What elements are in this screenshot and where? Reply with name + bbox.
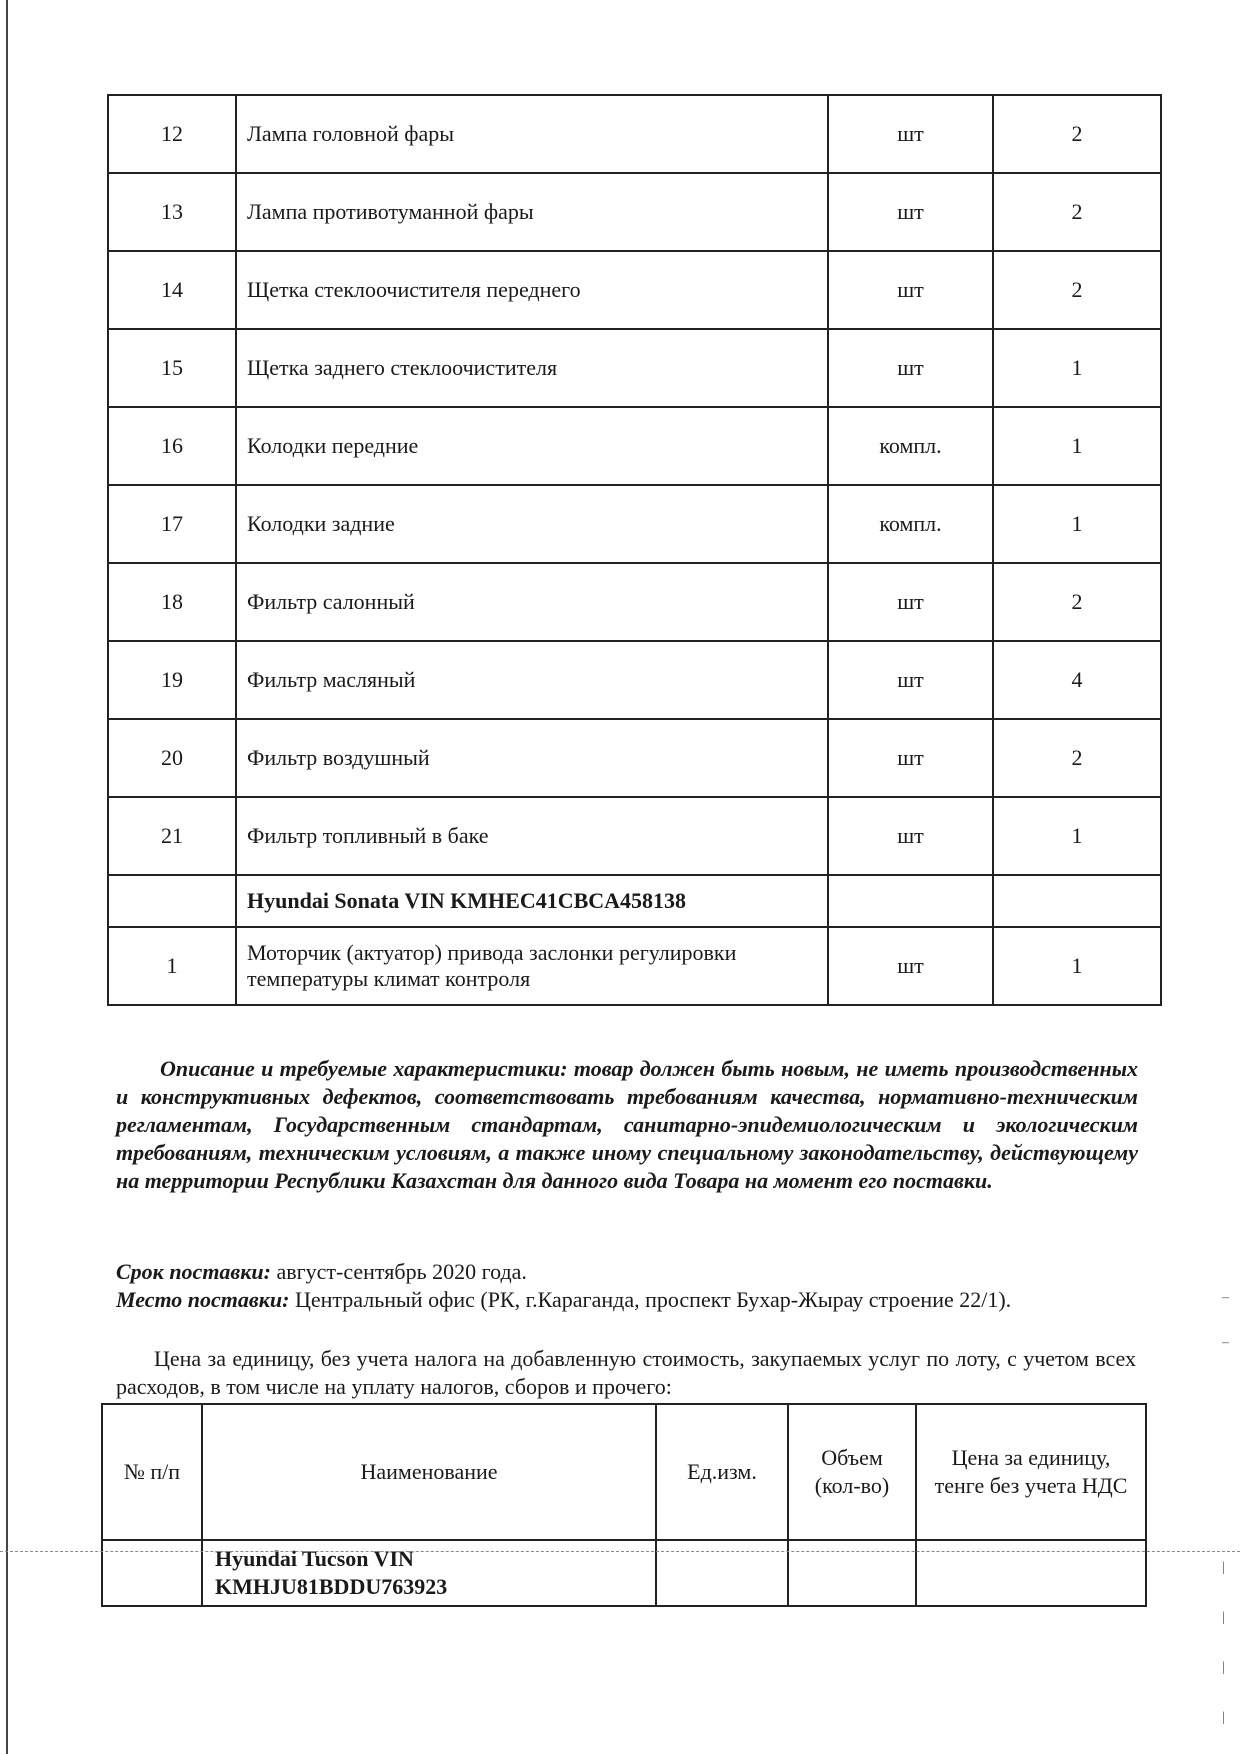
header-price: Цена за единицу, тенге без учета НДС <box>916 1404 1146 1540</box>
item-number: 13 <box>108 173 236 251</box>
item-unit: шт <box>828 641 993 719</box>
row-price <box>916 1540 1146 1606</box>
header-name: Наименование <box>202 1404 656 1540</box>
delivery-terms <box>116 1258 1146 1314</box>
price-table <box>101 1403 1147 1607</box>
price-intro-paragraph: Цена за единицу, без учета налога на добавленную стоимость, закупаемых услуг по лоту, с учетом всех расходов, в том числе на уплату налогов, сборов и прочего: <box>116 1346 1136 1399</box>
item-qty: 1 <box>993 927 1161 1005</box>
item-unit: шт <box>828 95 993 173</box>
item-qty: 4 <box>993 641 1161 719</box>
item-name: Щетка стеклоочистителя переднего <box>236 251 828 329</box>
table-row <box>108 407 1161 485</box>
table-row <box>108 797 1161 875</box>
item-qty: 1 <box>993 797 1161 875</box>
table-row <box>108 251 1161 329</box>
item-name: Фильтр салонный <box>236 563 828 641</box>
scan-edge <box>6 0 8 1754</box>
table-row <box>108 563 1161 641</box>
price-table-header <box>102 1404 1146 1540</box>
item-qty: 2 <box>993 173 1161 251</box>
table-row <box>108 927 1161 1005</box>
item-number: 1 <box>108 927 236 1005</box>
item-number: 12 <box>108 95 236 173</box>
scan-mark: | <box>1222 1710 1225 1725</box>
item-qty: 2 <box>993 251 1161 329</box>
scan-mark: | <box>1222 1660 1225 1675</box>
table-row <box>108 719 1161 797</box>
header-unit: Ед.изм. <box>656 1404 788 1540</box>
scan-mark: – <box>1222 1335 1229 1350</box>
item-name: Колодки передние <box>236 407 828 485</box>
item-unit: шт <box>828 563 993 641</box>
item-number: 15 <box>108 329 236 407</box>
item-unit: шт <box>828 251 993 329</box>
delivery-term-label: Срок поставки: <box>116 1259 271 1284</box>
item-unit: шт <box>828 329 993 407</box>
item-number: 17 <box>108 485 236 563</box>
row-unit <box>656 1540 788 1606</box>
table-row <box>108 485 1161 563</box>
row-qty <box>788 1540 916 1606</box>
table-row <box>102 1540 1146 1606</box>
scan-dash-line <box>0 1551 1240 1552</box>
item-qty: 1 <box>993 329 1161 407</box>
scan-mark: | <box>1222 1560 1225 1575</box>
delivery-term-line <box>116 1258 1146 1286</box>
item-number: 14 <box>108 251 236 329</box>
item-name: Колодки задние <box>236 485 828 563</box>
item-number: 18 <box>108 563 236 641</box>
scan-mark: – <box>1222 1290 1229 1305</box>
items-table <box>107 94 1162 1006</box>
section-empty-cell <box>108 875 236 927</box>
table-row <box>108 173 1161 251</box>
item-number: 16 <box>108 407 236 485</box>
item-unit: компл. <box>828 485 993 563</box>
table-row <box>108 641 1161 719</box>
item-qty: 2 <box>993 563 1161 641</box>
table-row <box>108 329 1161 407</box>
section-empty-cell <box>828 875 993 927</box>
item-number: 20 <box>108 719 236 797</box>
item-unit: шт <box>828 797 993 875</box>
item-qty: 1 <box>993 407 1161 485</box>
item-name: Моторчик (актуатор) привода заслонки регулировки температуры климат контроля <box>236 927 828 1005</box>
item-unit: шт <box>828 173 993 251</box>
row-name: Hyundai Tucson VIN KMHJU81BDDU763923 <box>202 1540 656 1606</box>
row-num <box>102 1540 202 1606</box>
header-qty: Объем (кол-во) <box>788 1404 916 1540</box>
item-number: 21 <box>108 797 236 875</box>
item-name: Фильтр масляный <box>236 641 828 719</box>
item-qty: 1 <box>993 485 1161 563</box>
section-empty-cell <box>993 875 1161 927</box>
item-name: Лампа противотуманной фары <box>236 173 828 251</box>
delivery-place-value: Центральный офис (РК, г.Караганда, проспект Бухар-Жырау строение 22/1). <box>289 1287 1012 1312</box>
item-name: Фильтр топливный в баке <box>236 797 828 875</box>
item-name: Лампа головной фары <box>236 95 828 173</box>
delivery-place-line <box>116 1286 1146 1314</box>
section-row <box>108 875 1161 927</box>
description-paragraph: Описание и требуемые характеристики: товар должен быть новым, не иметь производственных и конструктивных дефектов, соответствовать требованиям качества, нормативно-техническим регламентам, Государственным стандартам, санитарно-эпидемиологическим и экологическим требованиям, техническим условиям, а также иному специальному законодательству, действующему на территории Республики Казахстан для данного вида Товара на момент его поставки. <box>116 1056 1138 1193</box>
item-qty: 2 <box>993 719 1161 797</box>
item-unit: шт <box>828 927 993 1005</box>
delivery-place-label: Место поставки: <box>116 1287 290 1312</box>
item-unit: компл. <box>828 407 993 485</box>
item-name: Фильтр воздушный <box>236 719 828 797</box>
scan-mark: | <box>1222 1610 1225 1625</box>
item-qty: 2 <box>993 95 1161 173</box>
header-num: № п/п <box>102 1404 202 1540</box>
table-row <box>108 95 1161 173</box>
section-title: Hyundai Sonata VIN KMHEC41CBCA458138 <box>236 875 828 927</box>
item-number: 19 <box>108 641 236 719</box>
item-unit: шт <box>828 719 993 797</box>
item-name: Щетка заднего стеклоочистителя <box>236 329 828 407</box>
delivery-term-value: август-сентябрь 2020 года. <box>270 1259 527 1284</box>
